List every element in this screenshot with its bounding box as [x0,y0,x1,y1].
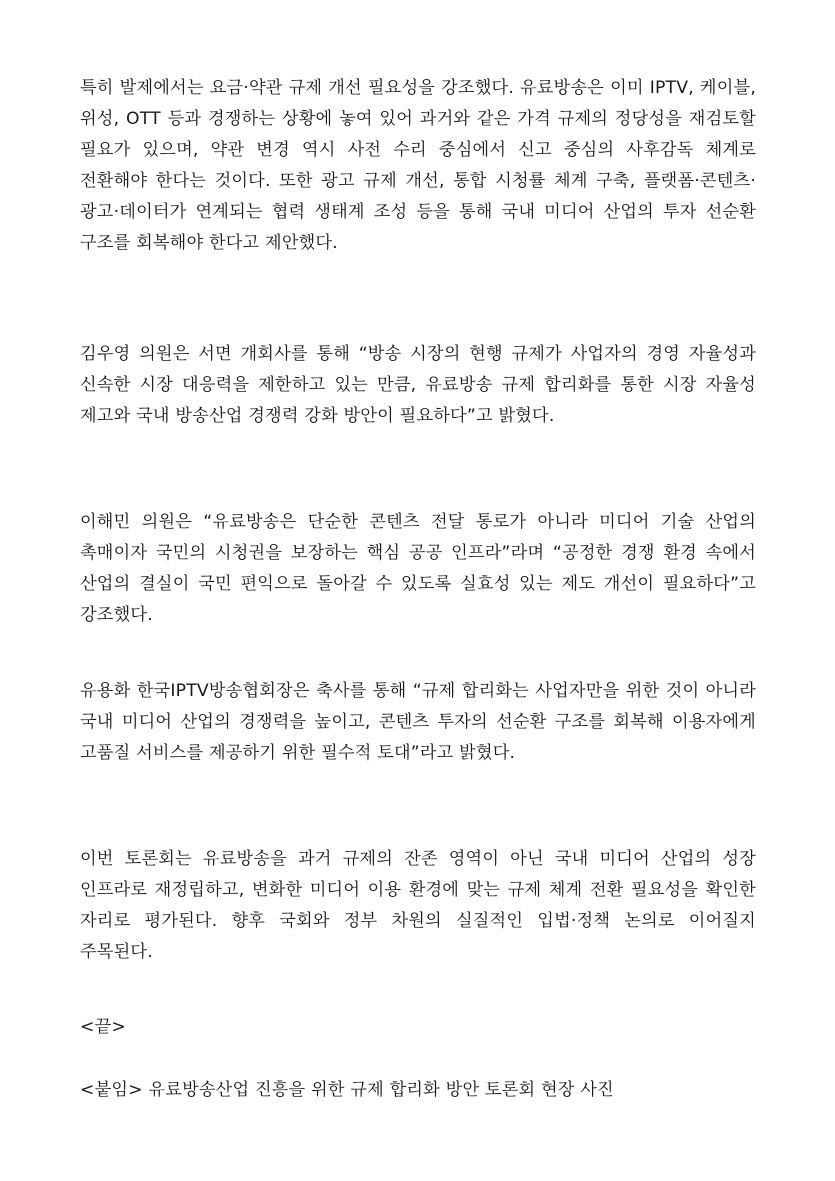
paragraph-kim-wooyoung-remarks: 김우영 의원은 서면 개회사를 통해 “방송 시장의 현행 규제가 사업자의 경영 자율성과 신속한 시장 대응력을 제한하고 있는 만큼, 유료방송 규제 합리화를 통한 시장 자율성 제고와 국내 방송산업 경쟁력 강화 방안이 필요하다”고 밝혔다. [80,344,756,426]
paragraph-yoo-yonghwa-remarks: 유용화 한국IPTV방송협회장은 축사를 통해 “규제 합리화는 사업자만을 위한 것이 아니라 국내 미디어 산업의 경쟁력을 높이고, 콘텐츠 투자의 선순환 구조를 회복해 이용자에게 고품질 서비스를 제공하기 위한 필수적 토대”라고 밝혔다. [80,681,756,763]
paragraph-lee-haemin-remarks: 이해민 의원은 “유료방송은 단순한 콘텐츠 전달 통로가 아니라 미디어 기술 산업의 촉매이자 국민의 시청권을 보장하는 핵심 공공 인프라”라며 “공정한 경쟁 환경 속에서 산업의 결실이 국민 편익으로 돌아갈 수 있도록 실효성 있는 제도 개선이 필요하다”고 강조했다. [80,512,756,625]
attachment-note: <붙임> 유료방송산업 진흥을 위한 규제 합리화 방안 토론회 현장 사진 [80,1080,614,1100]
end-mark: <끝> [80,1017,127,1037]
paragraph-presentation-summary: 특히 발제에서는 요금·약관 규제 개선 필요성을 강조했다. 유료방송은 이미 IPTV, 케이블, 위성, OTT 등과 경쟁하는 상황에 놓여 있어 과거와 같은 가격 규제의 정당성을 재검토할 필요가 있으며, 약관 변경 역시 사전 수리 중심에서 신고 중심의 사후감독 체계로 전환해야 한다는 것이다. 또한 광고 규제 개선, 통합 시청률 체계 구축, 플랫폼·콘텐츠·광고·데이터가 연계되는 협력 생태계 조성 등을 통해 국내 미디어 산업의 투자 선순환 구조를 회복해야 한다고 제안했다. [80,78,756,253]
paragraph-conclusion: 이번 토론회는 유료방송을 과거 규제의 잔존 영역이 아닌 국내 미디어 산업의 성장 인프라로 재정립하고, 변화한 미디어 이용 환경에 맞는 규제 체계 전환 필요성을 확인한 자리로 평가된다. 향후 국회와 정부 차원의 실질적인 입법·정책 논의로 이어질지 주목된다. [80,849,756,962]
